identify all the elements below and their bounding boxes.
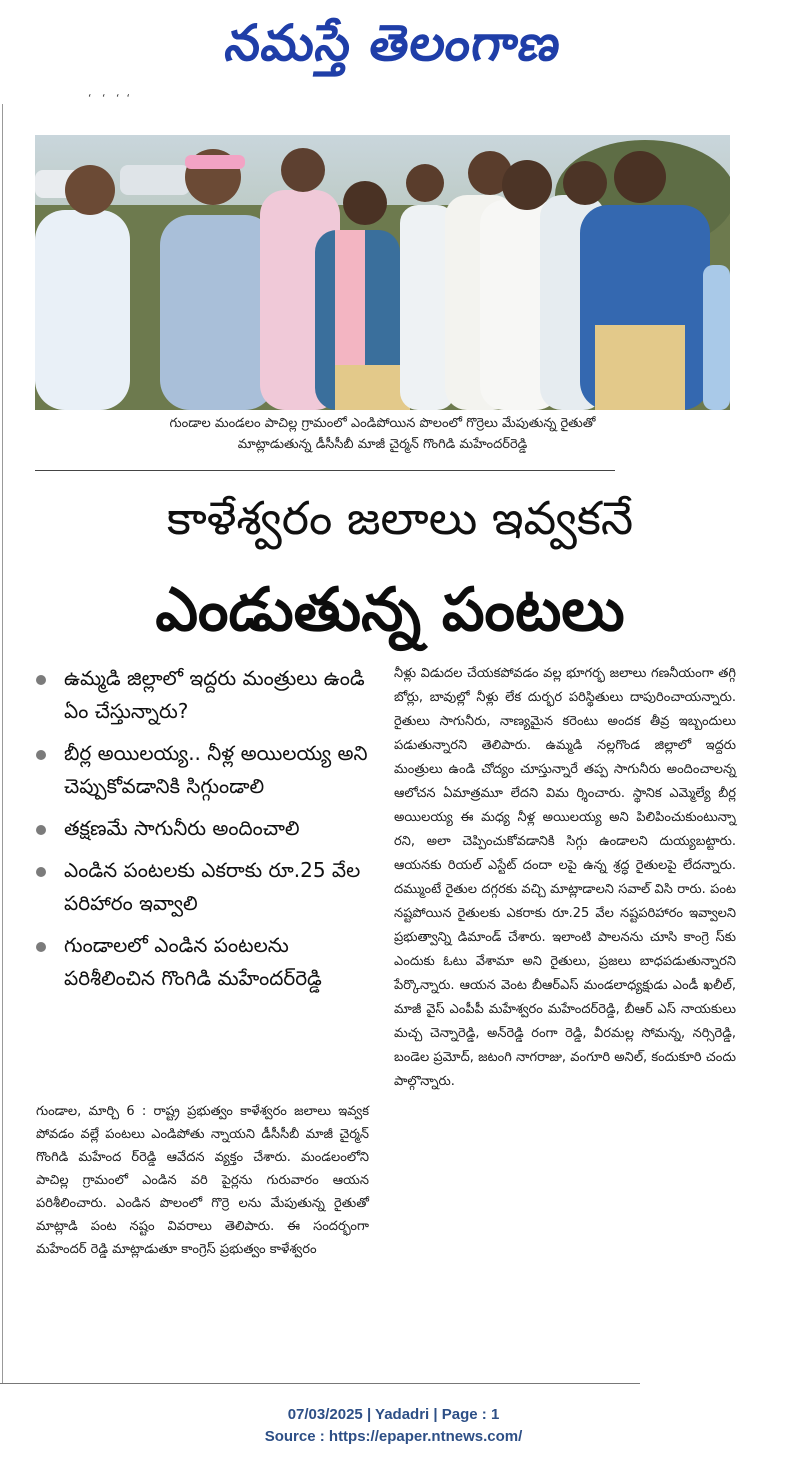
highlight-item bbox=[28, 854, 370, 920]
photo-caption bbox=[35, 413, 730, 455]
bullet-icon bbox=[36, 942, 46, 952]
page-footer bbox=[0, 1404, 787, 1448]
footer-date-edition: 07/03/2025 | Yadadri | Page : 1 bbox=[287, 1406, 500, 1423]
highlight-item bbox=[28, 812, 370, 845]
article-body-right: నీళ్లు విడుదల చేయకపోవడం వల్ల భూగర్భ జలాలు గణనీయంగా తగ్గి బోర్లు, బావుల్లో నీళ్లు లేక దుర్భర పరిస్థితులు దాపురించాయన్నారు. రైతులు సాగునీరు, నాణ్యమైన కరెంటు అందక తీవ్ర ఇబ్బందులు పడుతున్నారని తెలిపారు. ఉమ్మడి నల్లగొండ జిల్లాలో ఇద్దరు మంత్రులు ఉండి చోద్యం చూస్తున్నారే తప్ప సాగునీరు అందించాలన్న ఆలోచన ఏమాత్రమూ లేదని విమ ర్శించారు. స్థానిక ఎమ్మెల్యే బీర్ల అయిలయ్య ఈ మధ్య నీళ్ల అయిలయ్య అని పిలిపించుకుంటున్నా రని, అలా చెప్పించుకోవడానికి సిగ్గు ఉండాలని దుయ్యబట్టారు. ఆయనకు రియల్ ఎస్టేట్ దందా లపై ఉన్న శ్రద్ధ రైతులపై లేదన్నారు. దమ్ముంటే రైతుల దగ్గరకు వచ్చి మాట్లాడాలని సవాల్ విసి రారు. పంట నష్టపోయిన రైతులకు ఎకరాకు రూ.25 వేల నష్టపరిహారం ఇవ్వాలని ప్రభుత్వాన్ని డిమాండ్ చేశారు. ఇలాంటి పాలనను చూసి కాంగ్రె స్‌కు ఎందుకు ఓటు వేశామా అని రైతులు, ప్రజలు బాధపడుతున్నారని పేర్కొన్నారు. ఆయన వెంట బీఆర్ఎస్ మండలాధ్యక్షుడు ఎండీ ఖలీల్, మాజీ వైస్ ఎంపీపీ మహేశ్వరం మహేందర్‌రెడ్డి, బీఆర్ ఎస్ నాయకులు మచ్చ చెన్నారెడ్డి, అన్‌రెడ్డి రంగా రెడ్డి, వీరమల్ల సోమన్న, నర్సిరెడ్డి, బండెల ప్రమోద్, జటంగి నాగరాజు, వంగూరి అనిల్, కందుకూరి చందు పాల్గొన్నారు. bbox=[394, 666, 736, 1089]
bullet-icon bbox=[36, 750, 46, 760]
headline-line1: కాళేశ్వరం జలాలు ఇవ్వకనే bbox=[166, 491, 634, 545]
highlight-text: ఉమ్మడి జిల్లాలో ఇద్దరు మంత్రులు ఉండి ఏం చేస్తున్నారు? bbox=[64, 666, 365, 723]
bullet-icon bbox=[36, 825, 46, 835]
footer-source-link[interactable]: Source : https://epaper.ntnews.com/ bbox=[264, 1428, 523, 1445]
news-photo bbox=[35, 135, 730, 410]
caption-divider bbox=[35, 470, 615, 471]
footer-divider bbox=[0, 1383, 640, 1384]
photo-caption-line2: మాట్లాడుతున్న డీసీసీబీ మాజీ చైర్మన్ గొంగిడి మహేందర్‌రెడ్డి bbox=[237, 437, 528, 452]
newspaper-masthead: నమస్తే తెలంగాణ bbox=[221, 13, 566, 72]
page-edge-line bbox=[2, 104, 3, 1384]
highlight-item bbox=[28, 737, 370, 803]
highlight-item bbox=[28, 929, 370, 995]
headline-line2: ఎండుతున్న పంటలు bbox=[155, 575, 625, 645]
highlight-item bbox=[28, 662, 370, 728]
highlight-text: గుండాలలో ఎండిన పంటలను పరిశీలించిన గొంగిడి మహేందర్‌రెడ్డి bbox=[64, 933, 322, 990]
highlight-text: ఎండిన పంటలకు ఎకరాకు రూ.25 వేల పరిహారం ఇవ్వాలి bbox=[64, 858, 361, 915]
article-body-left: గుండాల, మార్చి 6 : రాష్ట్ర ప్రభుత్వం కాళేశ్వరం జలాలు ఇవ్వక పోవడం వల్లే పంటలు ఎండిపోతు న్నాయని డీసీసీబీ మాజీ చైర్మన్ గొంగిడి మహేంద ర్‌రెడ్డి ఆవేదన వ్యక్తం చేశారు. మండలంలోని పాచిల్ల గ్రామంలో ఎండిన వరి పైర్లను గురువారం ఆయన పరిశీలించారు. ఎండిన పొలంలో గొర్రె లను మేపుతున్న రైతుతో మాట్లాడి పంట నష్టం వివరాలు తెలిపారు. ఈ సందర్భంగా మహేందర్ రెడ్డి మాట్లాడుతూ కాంగ్రెస్ ప్రభుత్వం కాళేశ్వరం bbox=[36, 1104, 369, 1257]
photo-caption-line1: గుండాల మండలం పాచిల్ల గ్రామంలో ఎండిపోయిన పొలంలో గొర్రెలు మేపుతున్న రైతుతో bbox=[169, 416, 596, 431]
scan-artifact: ‘ ‘ ‘ ‘ bbox=[88, 92, 130, 105]
highlight-text: తక్షణమే సాగునీరు అందించాలి bbox=[64, 816, 300, 840]
highlights-list bbox=[28, 662, 370, 1004]
highlight-text: బీర్ల అయిలయ్య.. నీళ్ల అయిలయ్య అని చెప్పుకోవడానికి సిగ్గుండాలి bbox=[64, 741, 368, 798]
bullet-icon bbox=[36, 675, 46, 685]
bullet-icon bbox=[36, 867, 46, 877]
